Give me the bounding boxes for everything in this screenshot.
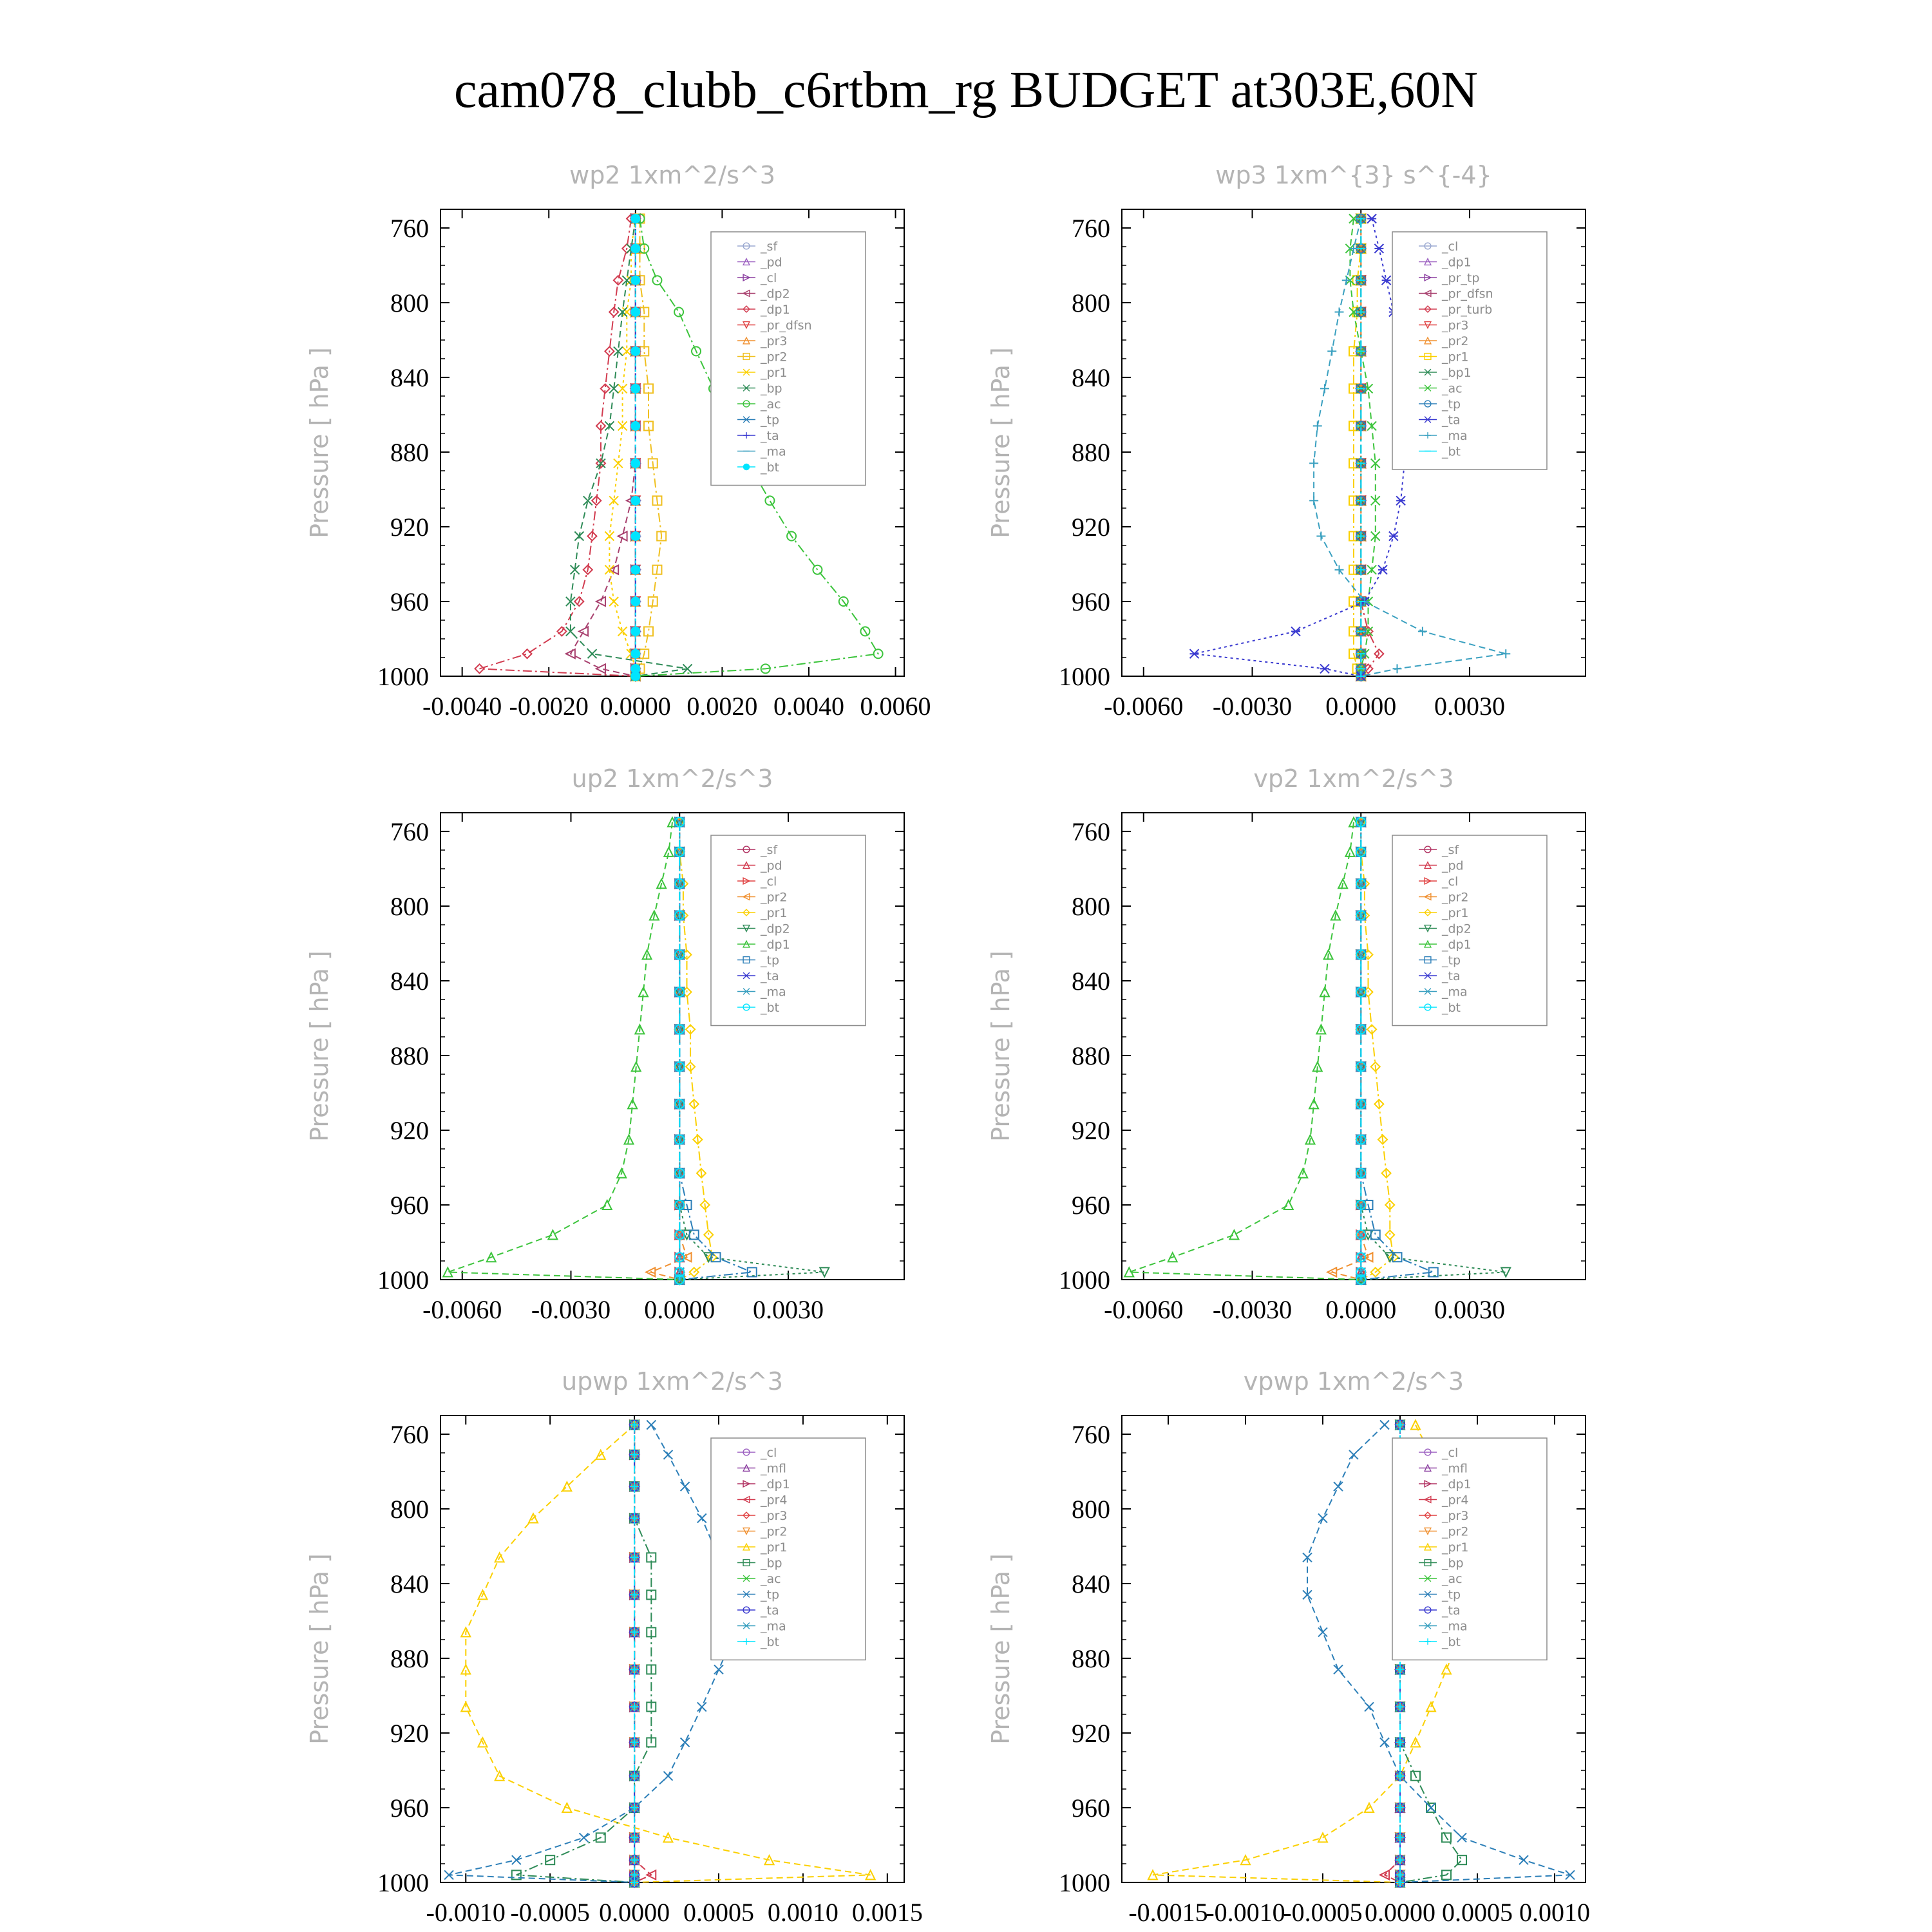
legend-label: _cl: [761, 271, 777, 285]
data-point: [605, 421, 614, 430]
legend-label: _pr2: [1442, 1524, 1469, 1539]
legend-label: _sf: [761, 843, 778, 857]
x-tick-label: 0.0000: [1365, 1898, 1435, 1927]
data-point: [1342, 276, 1351, 285]
y-tick-label: 840: [1072, 1569, 1110, 1598]
legend-label: _dp1: [1442, 255, 1472, 270]
data-point: [1318, 1514, 1327, 1523]
data-point: [714, 1665, 723, 1674]
legend-label: _pr_tp: [1442, 271, 1480, 285]
legend-label: _ma: [761, 444, 786, 459]
y-tick-label: 920: [1072, 1719, 1110, 1748]
data-point: [631, 244, 640, 253]
x-tick-label: 0.0030: [753, 1295, 824, 1324]
data-point: [1320, 384, 1329, 393]
legend-label: _pr_dfsn: [1442, 287, 1493, 301]
data-point: [1309, 1099, 1318, 1108]
data-point: [1396, 496, 1405, 505]
data-point: [1345, 848, 1354, 857]
y-tick-label: 760: [390, 1420, 429, 1449]
series-line: [448, 822, 679, 1280]
chart-panel-2: [987, 161, 1586, 721]
y-tick-label: 880: [1072, 1644, 1110, 1673]
legend: [711, 1438, 866, 1660]
y-tick-label: 800: [1072, 289, 1110, 317]
data-point: [647, 1421, 656, 1430]
legend-label: _pr1: [1442, 350, 1469, 365]
y-axis-title: Pressure [ hPa ]: [987, 1553, 1015, 1745]
y-tick-label: 880: [390, 1041, 429, 1070]
legend-label: _mfl: [1442, 1461, 1468, 1476]
data-point: [628, 1099, 637, 1108]
data-point: [1316, 532, 1325, 541]
chart-panel-4: [987, 764, 1586, 1324]
series-line: [571, 219, 636, 677]
x-tick-label: 0.0010: [767, 1898, 838, 1927]
data-point: [631, 565, 640, 574]
data-point: [1309, 459, 1318, 468]
legend-label: _ac: [761, 397, 781, 412]
x-tick-label: 0.0040: [773, 692, 844, 721]
data-point: [580, 1833, 589, 1842]
series-line: [1129, 822, 1361, 1280]
legend-label: _pr2: [1442, 334, 1469, 348]
y-tick-label: 840: [390, 1569, 429, 1598]
data-point: [1457, 1833, 1466, 1842]
data-point: [1389, 532, 1398, 541]
x-tick-label: -0.0010: [426, 1898, 506, 1927]
legend-label: _bp1: [1442, 366, 1472, 380]
panel-title: vpwp 1xm^2/s^3: [1243, 1367, 1464, 1396]
legend-label: _pr1: [761, 1540, 788, 1555]
data-point: [1393, 664, 1402, 673]
data-point: [614, 459, 623, 468]
x-tick-label: 0.0000: [1325, 1295, 1397, 1324]
x-tick-label: -0.0010: [1206, 1898, 1285, 1927]
series-bt: [1356, 219, 1365, 677]
y-tick-label: 840: [390, 967, 429, 996]
legend-label: _sf: [1442, 843, 1459, 857]
legend-label: _tp: [761, 1587, 780, 1602]
legend-label: _bt: [1442, 1635, 1461, 1649]
legend-label: _ac: [1442, 1572, 1463, 1586]
legend: [1392, 835, 1547, 1026]
data-point: [1442, 1665, 1451, 1674]
y-tick-label: 920: [1072, 513, 1110, 542]
x-tick-label: 0.0020: [687, 692, 758, 721]
y-tick-label: 760: [1072, 1420, 1110, 1449]
data-point: [1426, 1803, 1435, 1812]
y-tick-label: 1000: [377, 1265, 429, 1294]
legend-label: _sf: [761, 240, 778, 254]
series-line: [609, 219, 635, 677]
data-point: [1190, 649, 1199, 658]
series-bp: [566, 214, 692, 681]
series-line: [1195, 219, 1405, 677]
legend-label: _cl: [1442, 1446, 1459, 1460]
y-tick-label: 920: [390, 513, 429, 542]
legend-label: _dp1: [1442, 1477, 1472, 1492]
legend: [711, 835, 866, 1026]
legend-label: _bt: [1442, 444, 1461, 459]
panel-title: wp3 1xm^{3} s^{-4}: [1215, 161, 1492, 189]
legend-label: _bt: [761, 460, 780, 475]
y-tick-label: 920: [1072, 1116, 1110, 1145]
data-point: [1374, 244, 1383, 253]
data-point: [1327, 346, 1336, 355]
data-point: [631, 346, 640, 355]
data-point: [1284, 1200, 1293, 1209]
data-point: [618, 532, 627, 541]
series-dp1: [475, 214, 640, 681]
legend-label: _bt: [1442, 1001, 1461, 1015]
y-tick-label: 920: [390, 1719, 429, 1748]
x-tick-label: -0.0005: [510, 1898, 590, 1927]
legend-label: _dp2: [761, 287, 790, 301]
x-tick-label: -0.0030: [531, 1295, 611, 1324]
legend-label: _pr2: [761, 350, 788, 365]
legend-box: [1392, 1438, 1547, 1660]
legend-label: _pr4: [761, 1493, 788, 1508]
y-tick-label: 760: [390, 214, 429, 243]
data-point: [631, 308, 640, 317]
y-axis-title: Pressure [ hPa ]: [305, 347, 334, 538]
legend-label: _cl: [761, 875, 777, 889]
y-tick-label: 1000: [377, 1868, 429, 1897]
y-tick-label: 800: [390, 289, 429, 317]
data-point: [574, 532, 583, 541]
x-tick-label: 0.0060: [860, 692, 931, 721]
panel-title: wp2 1xm^2/s^3: [569, 161, 775, 189]
x-tick-label: 0.0000: [599, 1898, 670, 1927]
legend-label: _tp: [761, 413, 780, 428]
y-tick-label: 960: [390, 1794, 429, 1823]
legend-label: _tp: [1442, 953, 1461, 968]
data-point: [583, 496, 592, 505]
y-tick-label: 840: [1072, 363, 1110, 392]
series-dp1: [443, 818, 684, 1285]
series-line: [679, 822, 712, 1280]
legend-label: _dp2: [761, 922, 790, 936]
y-axis-title: Pressure [ hPa ]: [305, 951, 334, 1142]
data-point: [631, 459, 640, 468]
data-point: [765, 496, 774, 505]
x-tick-label: 0.0015: [851, 1898, 923, 1927]
series-dp1: [1124, 818, 1365, 1285]
data-point: [681, 1738, 690, 1747]
y-tick-label: 800: [1072, 892, 1110, 921]
data-point: [631, 532, 640, 541]
data-point: [697, 1702, 706, 1711]
x-tick-label: -0.0005: [1283, 1898, 1363, 1927]
data-point: [1335, 308, 1344, 317]
x-tick-label: -0.0020: [509, 692, 589, 721]
y-tick-label: 800: [390, 892, 429, 921]
data-point: [1378, 565, 1387, 574]
data-point: [631, 384, 640, 393]
legend-label: _pr1: [1442, 906, 1469, 920]
legend-label: _pr3: [1442, 1509, 1469, 1523]
y-tick-label: 880: [1072, 438, 1110, 467]
panel-title: upwp 1xm^2/s^3: [562, 1367, 783, 1396]
y-tick-label: 760: [390, 817, 429, 846]
data-point: [681, 1482, 690, 1491]
legend-label: _dp1: [761, 1477, 790, 1492]
y-tick-label: 800: [390, 1495, 429, 1524]
legend-label: _pr1: [1442, 1540, 1469, 1555]
data-point: [605, 532, 614, 541]
data-point: [548, 1230, 557, 1239]
x-tick-label: 0.0030: [1434, 1295, 1505, 1324]
y-tick-label: 760: [1072, 817, 1110, 846]
y-axis-title: Pressure [ hPa ]: [987, 951, 1015, 1142]
y-tick-label: 960: [390, 587, 429, 616]
panel-title: up2 1xm^2/s^3: [571, 764, 773, 793]
legend-label: _ac: [761, 1572, 781, 1586]
legend-label: _tp: [761, 953, 780, 968]
data-point: [1380, 1421, 1389, 1430]
data-point: [1229, 1230, 1238, 1239]
y-tick-label: 960: [390, 1191, 429, 1220]
data-point: [596, 664, 605, 673]
legend-label: _ta: [761, 429, 779, 443]
legend-label: _ta: [761, 969, 779, 983]
legend-label: _pr2: [761, 1524, 788, 1539]
series-line: [1354, 219, 1361, 677]
y-tick-label: 880: [1072, 1041, 1110, 1070]
data-point: [1334, 1482, 1343, 1491]
chart-panel-5: [305, 1367, 923, 1927]
data-point: [631, 496, 640, 505]
series-line: [480, 219, 636, 677]
legend-label: _ma: [761, 1619, 786, 1634]
data-point: [618, 627, 627, 636]
legend-label: _pd: [1442, 858, 1464, 873]
legend-label: _pr3: [1442, 318, 1469, 333]
data-point: [663, 1450, 672, 1459]
y-tick-label: 1000: [377, 662, 429, 691]
series-ta: [1190, 214, 1409, 681]
legend-label: _pr_turb: [1442, 303, 1493, 317]
data-point: [1320, 664, 1329, 673]
x-tick-label: 0.0000: [644, 1295, 715, 1324]
y-tick-label: 760: [1072, 214, 1110, 243]
data-point: [631, 649, 640, 658]
data-point: [579, 627, 588, 636]
data-point: [609, 597, 618, 606]
data-point: [603, 1200, 612, 1209]
series-line: [571, 219, 688, 677]
y-tick-label: 1000: [1059, 662, 1110, 691]
data-point: [1382, 276, 1391, 285]
data-point: [1313, 421, 1322, 430]
legend-label: _dp2: [1442, 922, 1472, 936]
legend-label: _pr2: [761, 890, 788, 905]
y-tick-label: 960: [1072, 587, 1110, 616]
data-point: [1334, 1665, 1343, 1674]
y-tick-label: 1000: [1059, 1868, 1110, 1897]
legend-label: _ma: [761, 985, 786, 999]
legend-label: _tp: [1442, 397, 1461, 412]
data-point: [674, 308, 683, 317]
x-tick-label: -0.0040: [422, 692, 502, 721]
legend-label: _pr_dfsn: [761, 318, 812, 333]
y-axis-title: Pressure [ hPa ]: [987, 347, 1015, 538]
x-tick-label: 0.0000: [600, 692, 671, 721]
legend-label: _mfl: [761, 1461, 786, 1476]
y-tick-label: 960: [1072, 1191, 1110, 1220]
data-point: [663, 1772, 672, 1781]
data-point: [631, 627, 640, 636]
data-point: [1365, 1702, 1374, 1711]
x-tick-label: 0.0000: [1325, 692, 1397, 721]
data-point: [697, 1514, 706, 1523]
figure-title: cam078_clubb_c6rtbm_rg BUDGET at303E,60N: [453, 62, 1479, 118]
legend-label: _dp1: [1442, 938, 1472, 952]
series-line: [516, 1425, 652, 1883]
x-tick-label: -0.0030: [1212, 692, 1293, 721]
x-tick-label: -0.0060: [1104, 692, 1184, 721]
legend-label: _pr3: [761, 1509, 788, 1523]
x-tick-label: -0.0015: [1128, 1898, 1208, 1927]
y-tick-label: 1000: [1059, 1265, 1110, 1294]
y-tick-label: 960: [1072, 1794, 1110, 1823]
y-tick-label: 840: [1072, 967, 1110, 996]
chart-panel-6: [987, 1367, 1590, 1927]
legend: [1392, 232, 1547, 469]
series-line: [634, 1425, 651, 1883]
legend-box: [711, 1438, 866, 1660]
legend-label: _cl: [761, 1446, 777, 1460]
legend-label: _dp1: [761, 303, 790, 317]
legend-label: _ac: [1442, 381, 1463, 396]
legend-label: _cl: [1442, 875, 1459, 889]
y-tick-label: 800: [1072, 1495, 1110, 1524]
panel-title: vp2 1xm^2/s^3: [1253, 764, 1454, 793]
legend-label: _bt: [761, 1635, 780, 1649]
legend-marker: [743, 464, 750, 470]
series-line: [1361, 822, 1394, 1280]
chart-panel-1: [305, 161, 931, 721]
y-tick-label: 880: [390, 1644, 429, 1673]
data-point: [1367, 214, 1376, 223]
data-point: [523, 649, 532, 658]
data-point: [596, 597, 605, 606]
data-point: [1309, 496, 1318, 505]
legend-label: _pr2: [1442, 890, 1469, 905]
x-tick-label: 0.0005: [1442, 1898, 1513, 1927]
data-point: [512, 1855, 521, 1864]
legend-label: _bp: [761, 1556, 782, 1571]
data-point: [1349, 1450, 1358, 1459]
series-line: [449, 1425, 735, 1883]
data-point: [1380, 1738, 1389, 1747]
y-tick-label: 920: [390, 1116, 429, 1145]
legend-label: _bp: [1442, 1556, 1464, 1571]
data-point: [1318, 1627, 1327, 1636]
legend-label: _ma: [1442, 1619, 1468, 1634]
x-tick-label: 0.0005: [683, 1898, 754, 1927]
y-tick-label: 840: [390, 363, 429, 392]
y-axis-title: Pressure [ hPa ]: [305, 1553, 334, 1745]
legend-label: _tp: [1442, 1587, 1461, 1602]
x-tick-label: -0.0030: [1212, 1295, 1293, 1324]
series-dp2: [566, 214, 640, 681]
legend-label: _ta: [1442, 969, 1461, 983]
legend-label: _bt: [761, 1001, 780, 1015]
legend-label: _pr4: [1442, 1493, 1469, 1508]
legend-label: _pd: [761, 858, 782, 873]
legend-label: _cl: [1442, 240, 1459, 254]
legend: [1392, 1438, 1547, 1660]
x-tick-label: 0.0030: [1434, 692, 1505, 721]
x-tick-label: 0.0010: [1519, 1898, 1590, 1927]
legend-label: _ta: [1442, 413, 1461, 428]
legend-label: _bp: [761, 381, 782, 396]
data-point: [631, 276, 640, 285]
data-point: [631, 421, 640, 430]
x-tick-label: -0.0060: [422, 1295, 502, 1324]
chart-panel-3: [305, 764, 904, 1324]
data-point: [664, 848, 673, 857]
legend-label: _pr1: [761, 906, 788, 920]
legend: [711, 232, 866, 486]
data-point: [1519, 1855, 1528, 1864]
series-tp: [444, 1421, 740, 1888]
data-point: [631, 672, 640, 681]
legend-label: _ma: [1442, 429, 1468, 443]
legend-label: _dp1: [761, 938, 790, 952]
legend-label: _ma: [1442, 985, 1468, 999]
x-tick-label: -0.0060: [1104, 1295, 1184, 1324]
legend-label: _pr1: [761, 366, 788, 380]
legend-box: [711, 232, 866, 486]
data-point: [1501, 649, 1510, 658]
legend-label: _ta: [1442, 1604, 1461, 1618]
series-line: [636, 219, 661, 677]
legend-label: _pr3: [761, 334, 788, 348]
data-point: [1291, 627, 1300, 636]
legend-label: _ta: [761, 1604, 779, 1618]
data-point: [1418, 627, 1427, 636]
data-point: [631, 214, 640, 223]
y-tick-label: 880: [390, 438, 429, 467]
data-point: [631, 597, 640, 606]
legend-label: _pd: [761, 255, 782, 270]
